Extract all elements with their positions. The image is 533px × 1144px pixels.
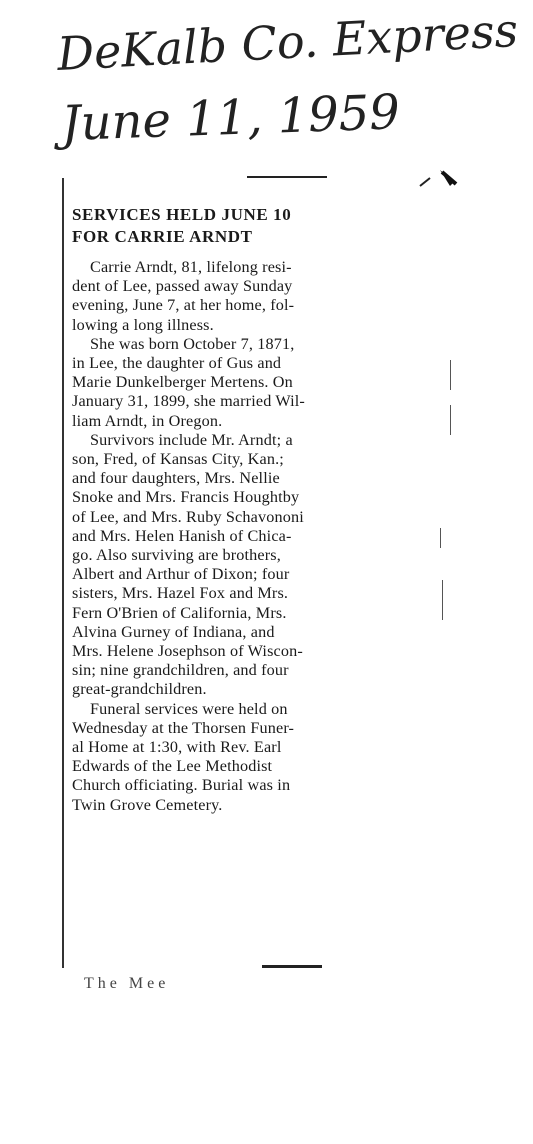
text-line: Wednesday at the Thorsen Funer- bbox=[72, 718, 295, 737]
text-line: liam Arndt, in Oregon. bbox=[72, 411, 223, 430]
text-line: al Home at 1:30, with Rev. Earl bbox=[72, 738, 282, 757]
article-paragraph bbox=[72, 335, 447, 431]
text-line: sisters, Mrs. Hazel Fox and Mrs. bbox=[72, 584, 289, 603]
text-line: Mrs. Helene Josephson of Wiscon- bbox=[72, 642, 303, 661]
headline-line: FOR CARRIE ARNDT bbox=[72, 227, 253, 246]
text-line: Twin Grove Cemetery. bbox=[72, 795, 223, 814]
article-paragraph bbox=[72, 258, 447, 335]
handwritten-annotation bbox=[0, 0, 533, 160]
text-line: Carrie Arndt, 81, lifelong resi- bbox=[90, 258, 292, 276]
text-line: Snoke and Mrs. Francis Houghtby bbox=[72, 488, 300, 507]
text-line: dent of Lee, passed away Sunday bbox=[72, 277, 293, 296]
text-line: She was born October 7, 1871, bbox=[90, 334, 295, 353]
text-line: go. Also surviving are brothers, bbox=[72, 546, 281, 565]
handwritten-date: June 11, 1959 bbox=[60, 84, 401, 152]
text-line: of Lee, and Mrs. Ruby Schavononi bbox=[72, 507, 304, 526]
text-line: in Lee, the daughter of Gus and bbox=[72, 354, 282, 373]
torn-corner-mark bbox=[412, 164, 472, 194]
headline-line: SERVICES HELD JUNE 10 bbox=[72, 205, 292, 224]
text-line: Edwards of the Lee Methodist bbox=[72, 757, 273, 776]
clipping-right-edge bbox=[450, 360, 451, 390]
text-line: Alvina Gurney of Indiana, and bbox=[72, 622, 275, 641]
text-line: Funeral services were held on bbox=[90, 699, 288, 718]
clipping-top-rule bbox=[247, 176, 327, 178]
text-line: sin; nine grandchildren, and four bbox=[72, 661, 289, 680]
text-line: Survivors include Mr. Arndt; a bbox=[90, 430, 293, 449]
clipping-left-border bbox=[62, 178, 64, 968]
text-line: son, Fred, of Kansas City, Kan.; bbox=[72, 450, 284, 469]
clipping-bottom-rule bbox=[262, 965, 322, 968]
text-line: evening, June 7, at her home, fol- bbox=[72, 296, 295, 315]
text-line: and Mrs. Helen Hanish of Chica- bbox=[72, 526, 292, 545]
article-paragraph bbox=[72, 700, 447, 815]
handwriting-drawing bbox=[0, 0, 533, 160]
text-line: and four daughters, Mrs. Nellie bbox=[72, 469, 280, 488]
text-line: great-grandchildren. bbox=[72, 680, 207, 699]
text-line: Church officiating. Burial was in bbox=[72, 776, 291, 795]
text-line: January 31, 1899, she married Wil- bbox=[72, 392, 305, 411]
article-headline bbox=[72, 204, 447, 248]
text-line: Marie Dunkelberger Mertens. On bbox=[72, 373, 293, 392]
text-line: Albert and Arthur of Dixon; four bbox=[72, 565, 290, 584]
article-paragraph bbox=[72, 431, 447, 700]
text-line: Fern O'Brien of California, Mrs. bbox=[72, 603, 287, 622]
newspaper-clipping bbox=[62, 170, 457, 992]
obituary-article bbox=[72, 204, 447, 815]
handwritten-publication: DeKalb Co. Express bbox=[55, 2, 520, 81]
text-line: lowing a long illness. bbox=[72, 315, 214, 334]
clipping-right-edge bbox=[450, 405, 451, 435]
cut-off-next-article: The Mee bbox=[84, 975, 170, 992]
